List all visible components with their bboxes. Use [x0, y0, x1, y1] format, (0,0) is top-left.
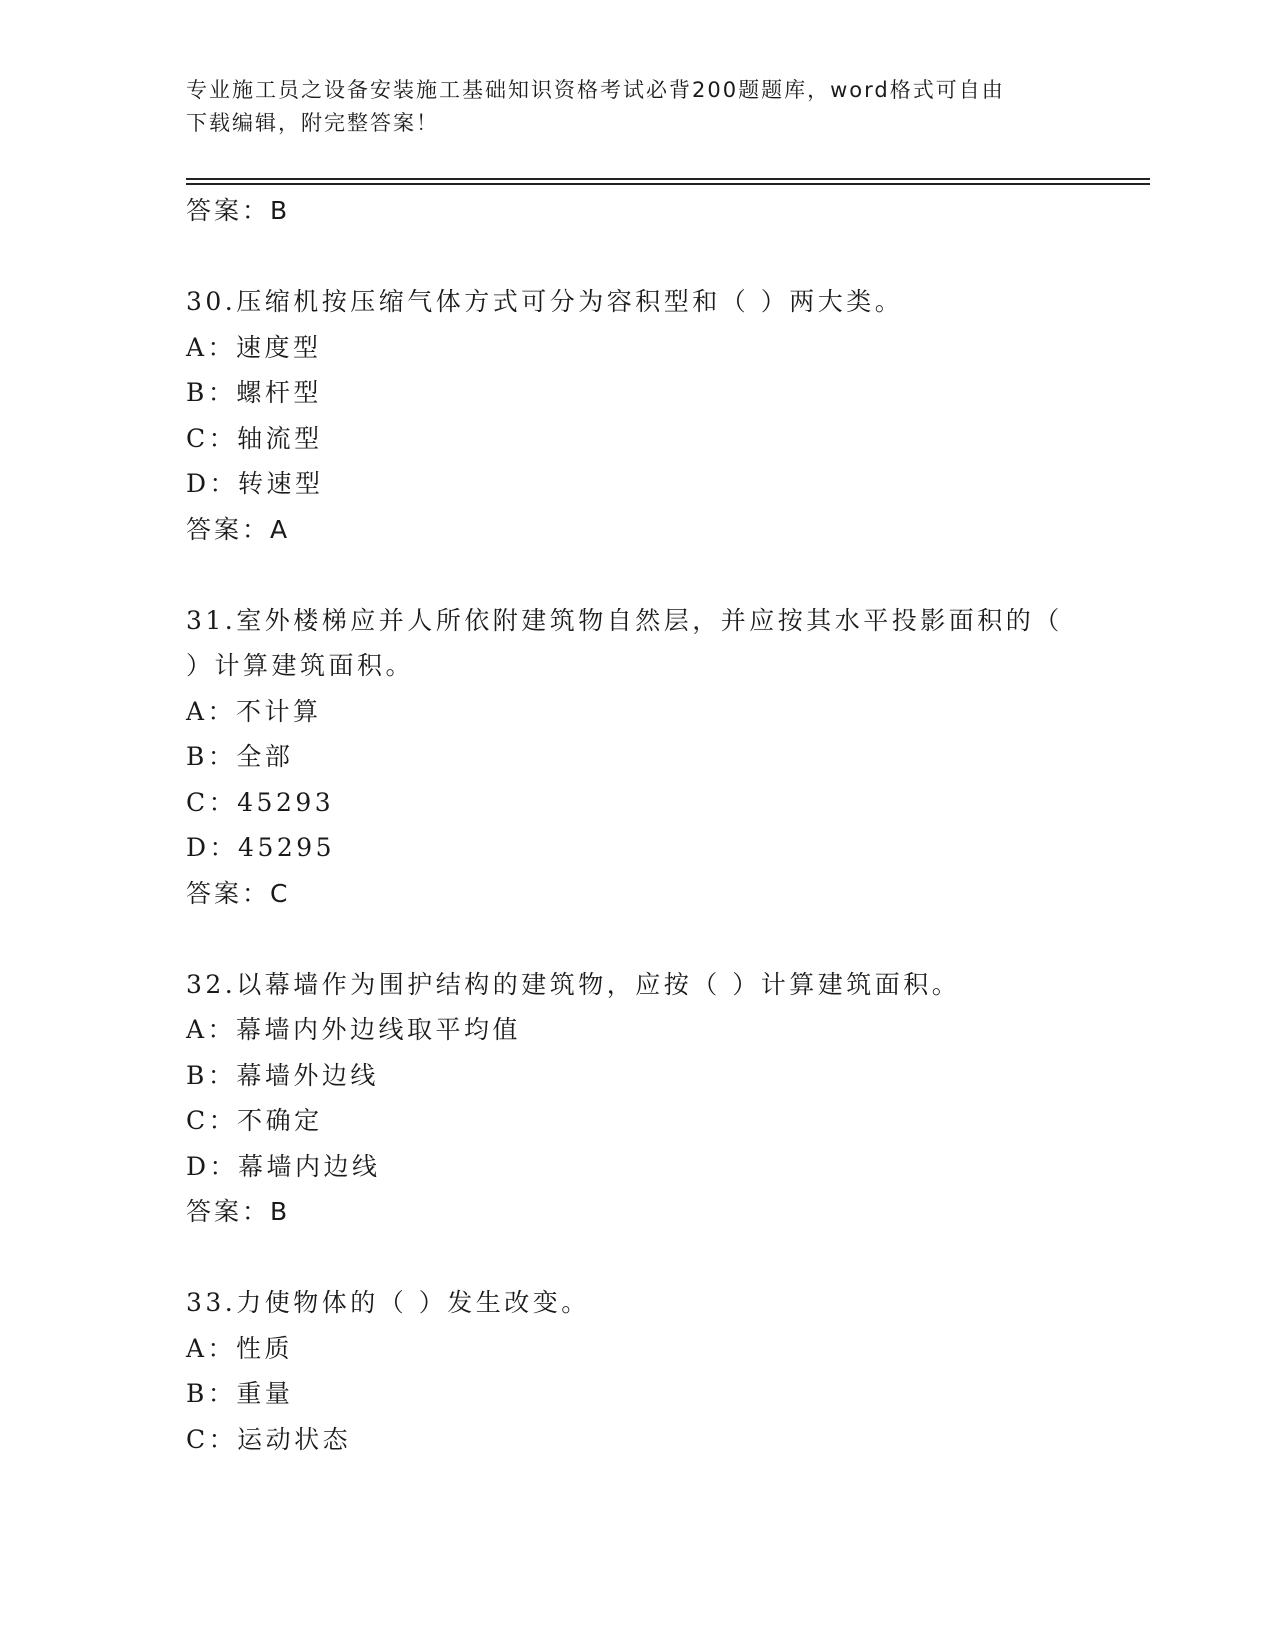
- option-c: C：运动状态: [186, 1424, 352, 1454]
- header-line-1: 专业施工员之设备安装施工基础知识资格考试必背200题题库，word格式可自由: [186, 78, 1005, 102]
- option-b: B：全部: [186, 742, 294, 771]
- answer: 答案：B: [186, 1197, 291, 1226]
- spacer: [186, 1235, 1150, 1281]
- option-a: A：速度型: [186, 332, 322, 362]
- option-d: D：45295: [186, 833, 336, 862]
- document-header: [186, 74, 1066, 140]
- question-33: [186, 1280, 1150, 1462]
- option-b: B：幕墙外边线: [186, 1060, 379, 1090]
- option-c: C：轴流型: [186, 423, 323, 453]
- header-divider-bottom: [186, 183, 1150, 185]
- question-text-continued: ）计算建筑面积。: [186, 651, 415, 680]
- option-a: A：幕墙内外边线取平均值: [186, 1015, 522, 1044]
- header-divider-top: [186, 178, 1150, 180]
- answer: 答案：A: [186, 514, 291, 544]
- previous-answer: 答案：B: [186, 196, 291, 225]
- option-c: C：45293: [186, 787, 335, 817]
- option-c: C：不确定: [186, 1106, 323, 1135]
- question-text: 32.以幕墙作为围护结构的建筑物，应按（ ）计算建筑面积。: [186, 969, 961, 999]
- option-b: B：重量: [186, 1379, 294, 1408]
- option-a: A：性质: [186, 1333, 294, 1363]
- spacer: [186, 552, 1150, 598]
- question-text: 33.力使物体的（ ）发生改变。: [186, 1288, 590, 1317]
- spacer: [186, 916, 1150, 962]
- answer: 答案：C: [186, 878, 291, 908]
- option-d: D：转速型: [186, 469, 324, 498]
- spacer: [186, 234, 1150, 280]
- header-line-2: 下载编辑，附完整答案！: [186, 111, 439, 135]
- option-d: D：幕墙内边线: [186, 1151, 381, 1181]
- question-31: [186, 598, 1150, 917]
- question-30: [186, 279, 1150, 552]
- option-b: B：螺杆型: [186, 378, 322, 407]
- question-text: 31.室外楼梯应并人所依附建筑物自然层，并应按其水平投影面积的（: [186, 605, 1063, 635]
- question-list: [186, 188, 1150, 1462]
- question-text: 30.压缩机按压缩气体方式可分为容积型和（ ）两大类。: [186, 287, 904, 316]
- question-32: [186, 962, 1150, 1235]
- option-a: A：不计算: [186, 696, 322, 726]
